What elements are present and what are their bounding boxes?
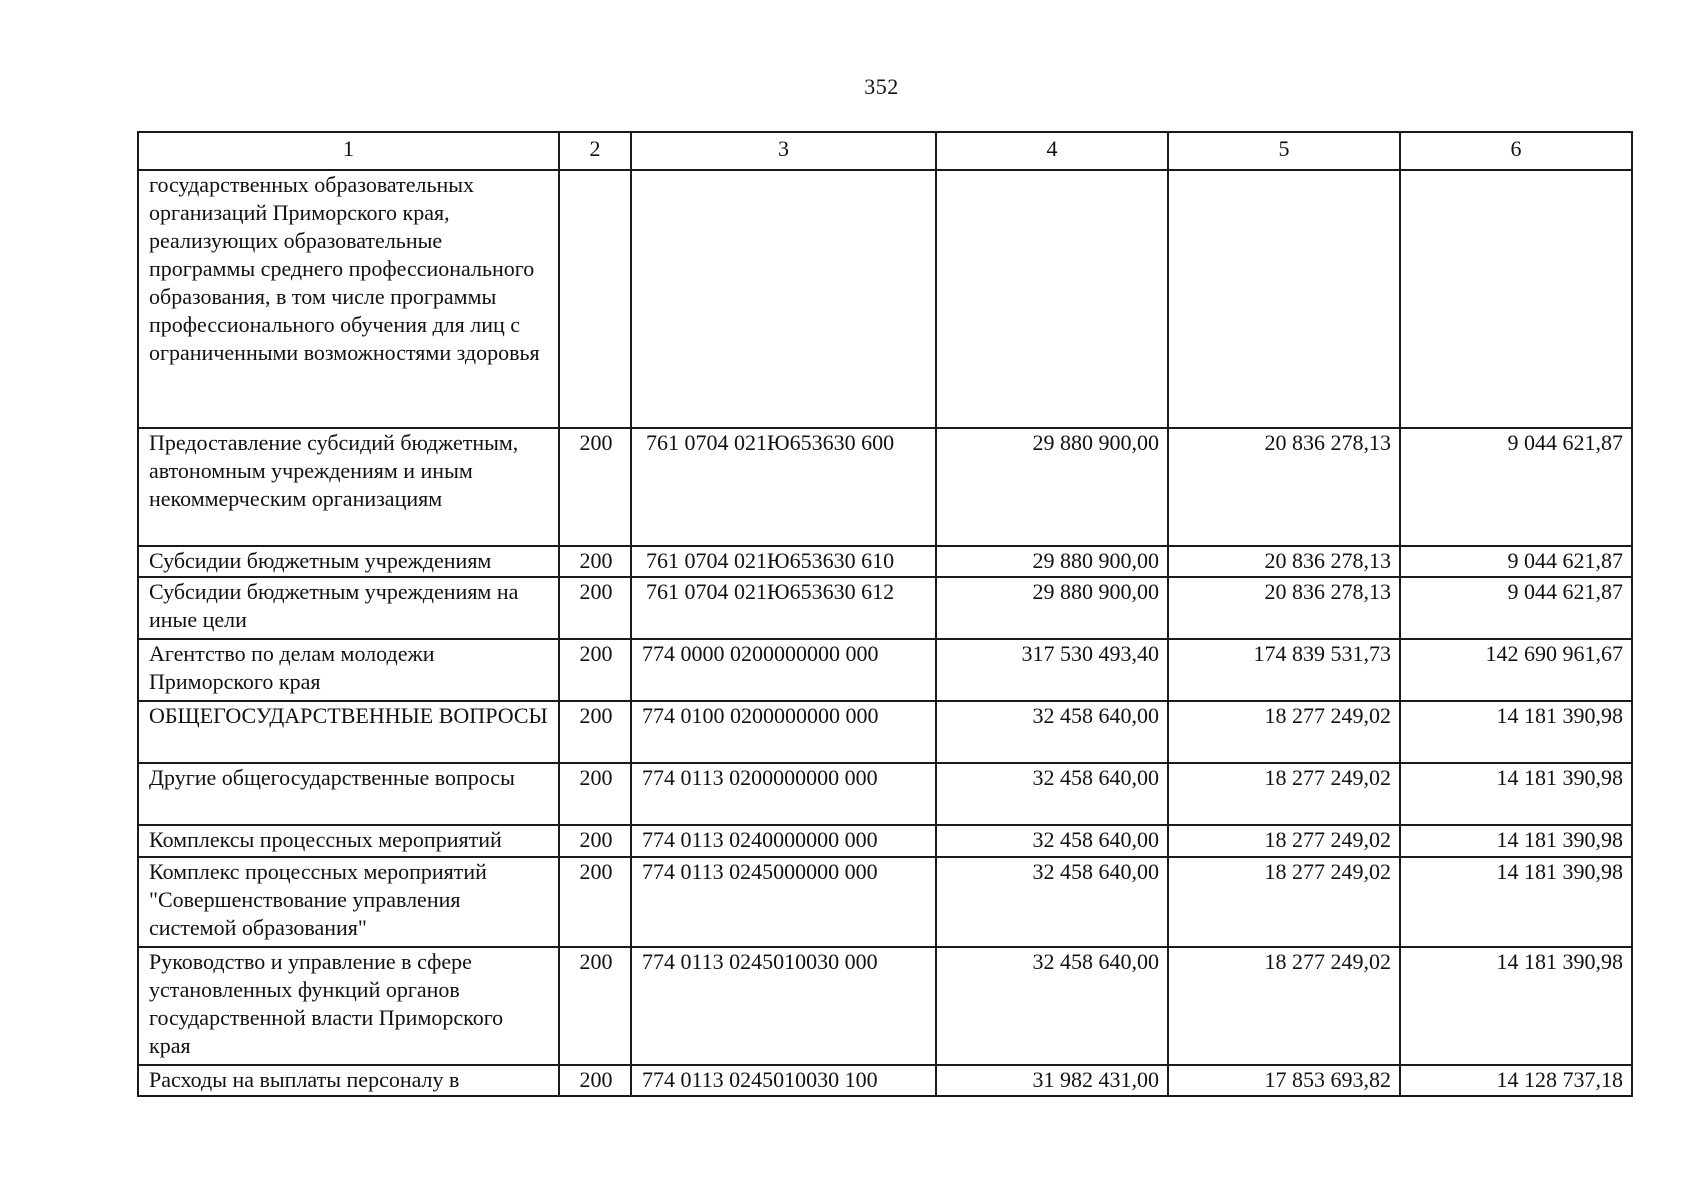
row-executed xyxy=(1168,170,1400,428)
budget-table xyxy=(137,131,1633,1097)
table-row xyxy=(138,639,1632,701)
column-header-6: 6 xyxy=(1400,132,1632,170)
row-approved: 32 458 640,00 xyxy=(936,947,1168,1065)
table-row xyxy=(138,170,1632,428)
row-approved: 31 982 431,00 xyxy=(936,1065,1168,1096)
row-remaining: 14 128 737,18 xyxy=(1400,1065,1632,1096)
row-name: Субсидии бюджетным учреждениям на иные цели xyxy=(138,577,559,639)
row-code: 200 xyxy=(559,639,631,701)
row-code: 200 xyxy=(559,947,631,1065)
row-name: Расходы на выплаты персоналу в xyxy=(138,1065,559,1096)
row-executed: 174 839 531,73 xyxy=(1168,639,1400,701)
row-classifier: 774 0100 0200000000 000 xyxy=(631,701,936,763)
row-remaining: 14 181 390,98 xyxy=(1400,763,1632,825)
row-name: Предоставление субсидий бюджетным, автономным учреждениям и иным некоммерческим организациям xyxy=(138,428,559,546)
row-code: 200 xyxy=(559,1065,631,1096)
table-row xyxy=(138,701,1632,763)
row-code: 200 xyxy=(559,763,631,825)
row-approved: 32 458 640,00 xyxy=(936,825,1168,857)
row-classifier xyxy=(631,170,936,428)
row-code: 200 xyxy=(559,701,631,763)
row-approved xyxy=(936,170,1168,428)
row-executed: 18 277 249,02 xyxy=(1168,701,1400,763)
row-code xyxy=(559,170,631,428)
table-header-row xyxy=(138,132,1632,170)
column-header-2: 2 xyxy=(559,132,631,170)
row-classifier: 774 0113 0240000000 000 xyxy=(631,825,936,857)
row-classifier: 761 0704 021Ю653630 600 xyxy=(631,428,936,546)
row-classifier: 774 0113 0245010030 100 xyxy=(631,1065,936,1096)
row-name: Комплекс процессных мероприятий "Совершенствование управления системой образования" xyxy=(138,857,559,947)
row-classifier: 761 0704 021Ю653630 610 xyxy=(631,546,936,577)
row-code: 200 xyxy=(559,428,631,546)
row-classifier: 761 0704 021Ю653630 612 xyxy=(631,577,936,639)
row-executed: 18 277 249,02 xyxy=(1168,947,1400,1065)
page-number: 352 xyxy=(864,74,899,99)
row-executed: 20 836 278,13 xyxy=(1168,577,1400,639)
column-header-4: 4 xyxy=(936,132,1168,170)
row-classifier: 774 0113 0245000000 000 xyxy=(631,857,936,947)
row-remaining: 14 181 390,98 xyxy=(1400,825,1632,857)
row-executed: 18 277 249,02 xyxy=(1168,763,1400,825)
row-remaining: 9 044 621,87 xyxy=(1400,577,1632,639)
row-remaining: 9 044 621,87 xyxy=(1400,546,1632,577)
row-classifier: 774 0113 0245010030 000 xyxy=(631,947,936,1065)
row-remaining xyxy=(1400,170,1632,428)
row-approved: 32 458 640,00 xyxy=(936,763,1168,825)
table-row xyxy=(138,947,1632,1065)
column-header-1: 1 xyxy=(138,132,559,170)
row-name: Комплексы процессных мероприятий xyxy=(138,825,559,857)
page-number-wrap xyxy=(0,74,1696,100)
table-row xyxy=(138,857,1632,947)
row-name: Руководство и управление в сфере установленных функций органов государственной власти Приморского края xyxy=(138,947,559,1065)
table-row xyxy=(138,825,1632,857)
row-remaining: 9 044 621,87 xyxy=(1400,428,1632,546)
row-remaining: 142 690 961,67 xyxy=(1400,639,1632,701)
table-row xyxy=(138,1065,1632,1096)
row-executed: 18 277 249,02 xyxy=(1168,825,1400,857)
row-remaining: 14 181 390,98 xyxy=(1400,947,1632,1065)
row-code: 200 xyxy=(559,577,631,639)
row-approved: 32 458 640,00 xyxy=(936,701,1168,763)
row-approved: 317 530 493,40 xyxy=(936,639,1168,701)
row-approved: 29 880 900,00 xyxy=(936,428,1168,546)
row-remaining: 14 181 390,98 xyxy=(1400,701,1632,763)
column-header-5: 5 xyxy=(1168,132,1400,170)
row-classifier: 774 0000 0200000000 000 xyxy=(631,639,936,701)
row-remaining: 14 181 390,98 xyxy=(1400,857,1632,947)
row-executed: 20 836 278,13 xyxy=(1168,546,1400,577)
row-name: ОБЩЕГОСУДАРСТВЕННЫЕ ВОПРОСЫ xyxy=(138,701,559,763)
table-row xyxy=(138,546,1632,577)
table-row xyxy=(138,763,1632,825)
row-name: Агентство по делам молодежи Приморского края xyxy=(138,639,559,701)
row-code: 200 xyxy=(559,546,631,577)
row-approved: 32 458 640,00 xyxy=(936,857,1168,947)
row-executed: 20 836 278,13 xyxy=(1168,428,1400,546)
row-name: Субсидии бюджетным учреждениям xyxy=(138,546,559,577)
row-name: Другие общегосударственные вопросы xyxy=(138,763,559,825)
row-code: 200 xyxy=(559,857,631,947)
row-executed: 17 853 693,82 xyxy=(1168,1065,1400,1096)
table-row xyxy=(138,428,1632,546)
row-name: государственных образовательных организаций Приморского края, реализующих образовательные программы среднего профессионального образования, в том числе программы профессионального обучения для лиц с ограниченными возможностями здоровья xyxy=(138,170,559,428)
row-executed: 18 277 249,02 xyxy=(1168,857,1400,947)
row-approved: 29 880 900,00 xyxy=(936,546,1168,577)
column-header-3: 3 xyxy=(631,132,936,170)
row-classifier: 774 0113 0200000000 000 xyxy=(631,763,936,825)
table-row xyxy=(138,577,1632,639)
row-code: 200 xyxy=(559,825,631,857)
row-approved: 29 880 900,00 xyxy=(936,577,1168,639)
